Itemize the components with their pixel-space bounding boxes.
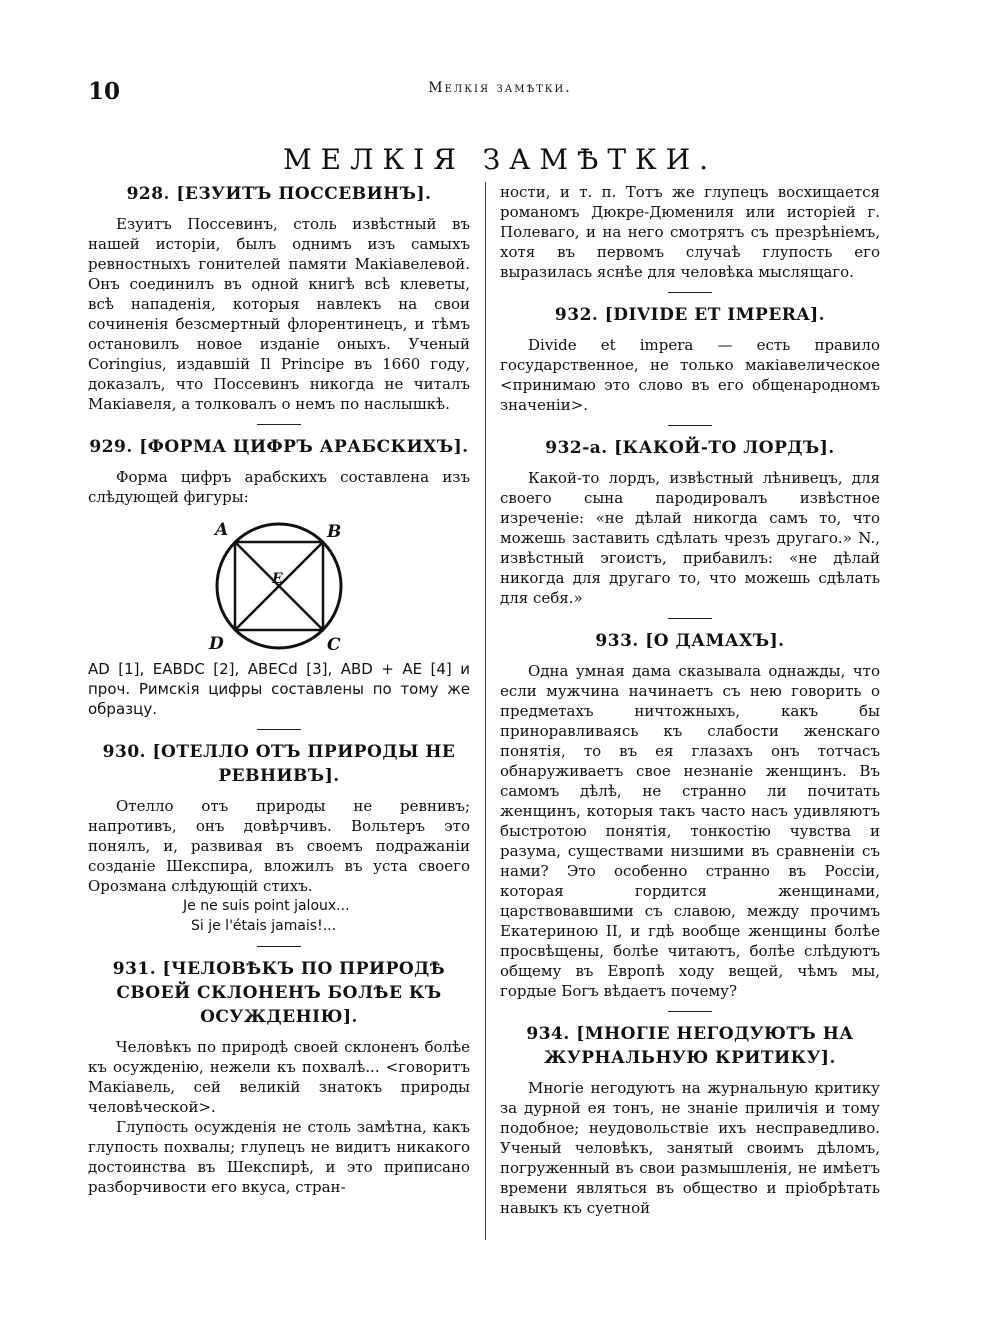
section-930-text: Отелло отъ природы не ревнивъ; напротивъ, онъ довѣрчивъ. Вольтеръ это понялъ, и, развивая въ своемъ подражаніи созданіе Шекспира, вложилъ въ уста своего Орозмана слѣдующій стихъ. [88,797,470,895]
separator [668,618,712,619]
section-932a-heading: 932-а. [КАКОЙ-ТО ЛОРДЪ]. [545,438,835,458]
section-932-text: Divide et impera — есть правило государственное, не только макіавелическое <принимаю это слово въ его общенародномъ значеніи>. [500,336,880,414]
section-931-text-2: Глупость осужденія не столь замѣтна, какъ глупость похвалы; глупецъ не видитъ никакого достоинства въ Шекспирѣ, и это приписано разборчивости его вкуса, стран- [88,1118,470,1196]
separator [668,425,712,426]
separator [668,292,712,293]
section-933-heading: 933. [О ДАМАХЪ]. [595,631,785,651]
arabic-numerals-figure [88,513,470,655]
verse-quote [88,896,470,936]
section-930-heading: 930. [ОТЕЛЛО ОТЪ ПРИРОДЫ НЕ РЕВНИВЪ]. [102,742,456,786]
separator [668,1011,712,1012]
section-933-text: Одна умная дама сказывала однажды, что если мужчина начинаетъ съ нею говорить о предметахъ ничтожныхъ, какъ бы приноравливаясь къ слабости женскаго понятія, то въ ея глазахъ онъ тотчасъ обнаруживаетъ свое незнаніе женщинъ. Въ самомъ дѣлѣ, не странно ли почитать женщинъ, которыя такъ часто насъ удивляютъ быстротою понятія, тонкостію чувства и разума, существами низшими въ сравненіи съ нами? Это особенно странно въ Россіи, которая гордится женщинами, царствовавшими съ славою, между прочимъ Екатериною II, и гдѣ вообще женщины болѣе просвѣщены, болѣе читаютъ, болѣе слѣдуютъ общему въ Европѣ ходу вещей, чѣмъ мы, гордые Богъ вѣдаетъ почему? [500,662,880,1000]
section-931-heading: 931. [ЧЕЛОВѢКЪ ПО ПРИРОДѢ СВОЕЙ СКЛОНЕНЪ БОЛѢЕ КЪ ОСУЖДЕНІЮ]. [112,959,446,1027]
separator [257,729,301,730]
circle-square-diagram [199,513,359,655]
section-934-text: Многіе негодуютъ на журнальную критику за дурной ея тонъ, не знаніе приличія и тому подобное; неудовольствіе ихъ несправедливо. Ученый человѣкъ, занятый своимъ дѣломъ, погруженный въ свои размышленія, не имѣетъ времени являться въ общество и пріобрѣтать навыкъ къ суетной [500,1079,880,1217]
running-title: Мелкія замѣтки. [428,80,572,96]
section-932a-text: Какой-то лордъ, извѣстный лѣнивецъ, для своего сына пародировалъ извѣстное изреченіе: «не дѣлай никогда самъ то, что можешь заставить сдѣлать чрезъ другаго.» N., извѣстный эгоистъ, прибавилъ: «не дѣлай никогда для другаго то, что можешь сдѣлать для себя.» [500,469,880,607]
continuation-text: ности, и т. п. Тотъ же глупецъ восхищается романомъ Дюкре-Дюмениля или исторіей г. Полеваго, и на него смотрятъ съ презрѣніемъ, хотя въ первомъ случаѣ глупость его выразилась яснѣе для человѣка мыслящаго. [500,183,880,281]
verse-line: Je ne suis point jaloux... [183,898,350,914]
section-928-text: Езуитъ Поссевинъ, столь извѣстный въ нашей исторіи, былъ однимъ изъ самыхъ ревностныхъ гонителей памяти Макіавелевой. Онъ соединилъ въ одной книгѣ всѣ клеветы, всѣ нападенія, которыя навлекъ на свои сочиненія безсмертный флорентинецъ, и тѣмъ остановилъ новое изданіе оныхъ. Ученый Coringius, издавшій Il Principe въ 1660 году, доказалъ, что Поссевинъ никогда не читалъ Макіавеля, а толковалъ о немъ по наслышкѣ. [88,215,470,413]
section-929-heading: 929. [ФОРМА ЦИФРЪ АРАБСКИХЪ]. [89,437,469,457]
column-divider [485,182,486,1240]
figure-label-b: B [327,522,342,542]
section-932-heading: 932. [DIVIDE ET IMPERA]. [554,305,826,325]
section-929-text: Форма цифръ арабскихъ составлена изъ слѣдующей фигуры: [88,468,470,506]
figure-label-e: E [272,571,283,587]
page-number: 10 [88,78,121,105]
figure-label-a: A [215,520,229,540]
page-title: МЕЛКІЯ ЗАМѢТКИ. [282,143,718,176]
separator [257,424,301,425]
figure-label-d: D [209,634,224,654]
right-column [500,182,880,1218]
section-928-heading: 928. [ЕЗУИТЪ ПОССЕВИНЪ]. [126,184,432,204]
section-929-caption: AD [1], EABDC [2], ABECd [3], ABD + AE [4] и проч. Римскія цифры составлены по тому же образцу. [88,660,470,718]
left-column [88,182,470,1197]
section-931-text-1: Человѣкъ по природѣ своей склоненъ болѣе къ осужденію, нежели къ похвалѣ... <говоритъ Макіавель, сей великій знатокъ природы человѣческой>. [88,1038,470,1116]
figure-label-c: C [327,635,341,655]
separator [257,946,301,947]
section-934-heading: 934. [МНОГІЕ НЕГОДУЮТЪ НА ЖУРНАЛЬНУЮ КРИТИКУ]. [526,1024,854,1068]
verse-line: Si je l'étais jamais!... [191,918,337,934]
